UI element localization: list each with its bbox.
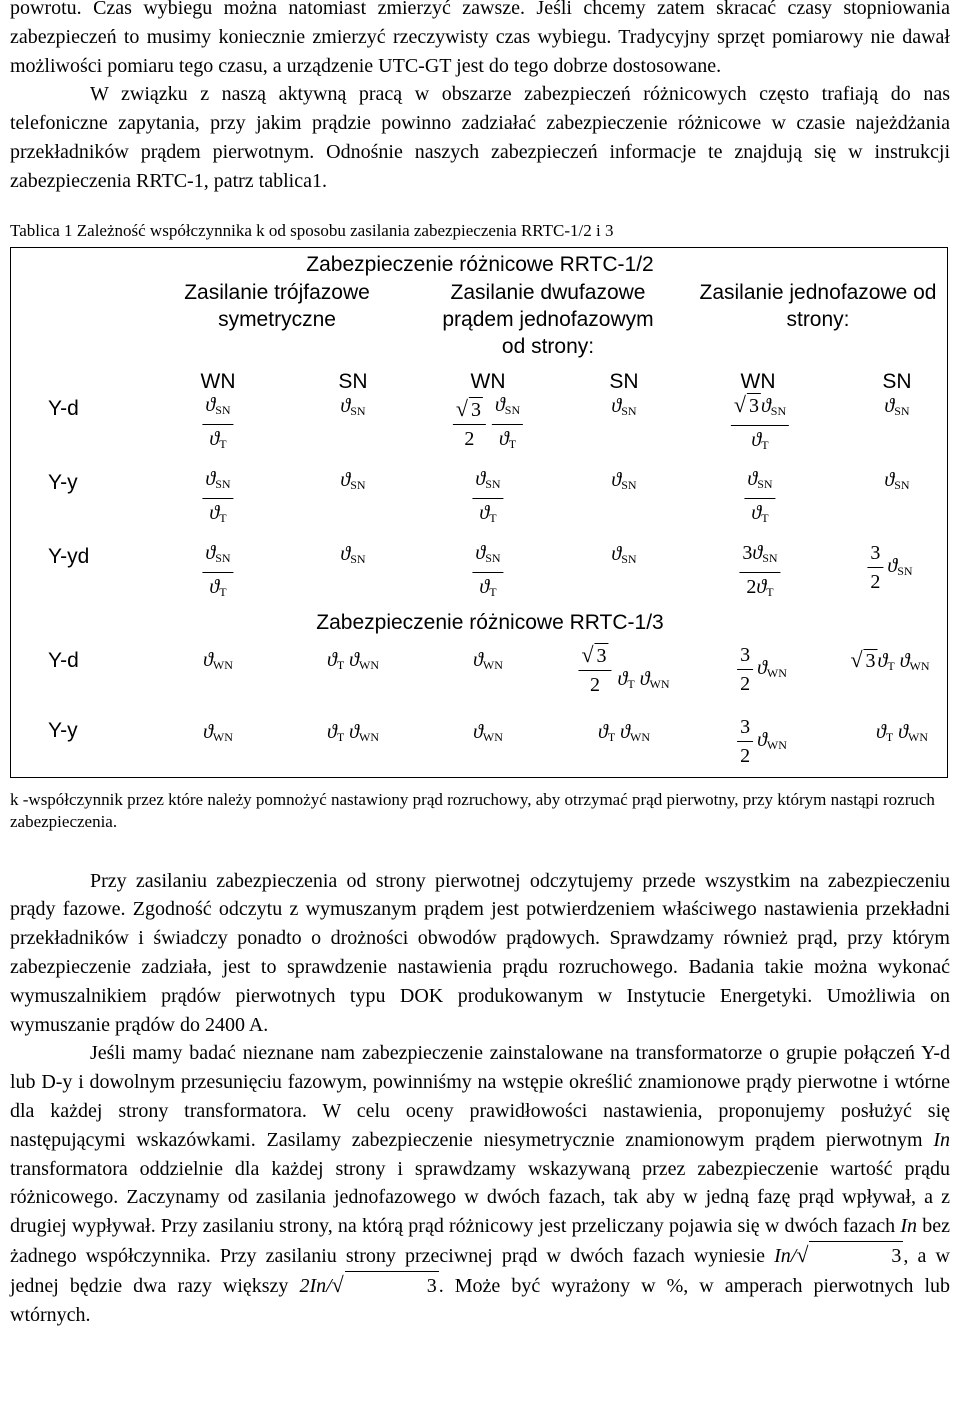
row-label-yy: Y-y xyxy=(48,470,78,494)
coefficient-value: $ϑ_{SN}$ xyxy=(884,468,910,492)
sqrt-three: 3 xyxy=(809,1241,903,1271)
table-caption: Tablica 1 Zależność współczynnika k od sposobu zasilania zabezpieczenia RRTC-1/2 i 3 xyxy=(10,220,614,240)
coefficient-fraction: $ϑ_{SN}$ $ϑ_T$ xyxy=(472,541,503,604)
coefficient-fraction: 3 2 $ϑ_{WN}$ xyxy=(737,643,787,696)
coefficient-value: $ϑ_{SN}$ xyxy=(340,394,366,418)
coefficient-fraction: $3ϑ_{SN}$ $2ϑ_T$ xyxy=(739,541,780,604)
in-symbol: In xyxy=(900,1215,918,1238)
coefficient-value: √ 3 $ϑ_T$ $ϑ_{WN}$ xyxy=(850,646,930,673)
coefficient-fraction: $ϑ_{SN}$ $ϑ_T$ xyxy=(472,467,503,530)
coefficient-fraction: $ϑ_{SN}$ $ϑ_T$ xyxy=(202,467,233,530)
coefficient-fraction: $ϑ_{SN}$ $ϑ_T$ xyxy=(202,541,233,604)
coefficient-value: $ϑ_{WN}$ xyxy=(203,720,233,744)
table-title-rrtc-1-3: Zabezpieczenie różnicowe RRTC-1/3 xyxy=(316,610,664,634)
paragraph-3: Przy zasilaniu zabezpieczenia od strony pierwotnej odczytujemy przede wszystkim na zabezpieczeniu prądy fazowe. Zgodność odczytu z wymuszanym prądem jest potwierdzeniem właściwego nastawienia przekładni przekładników i świadczy ponadto o drożności obwodów prądowych. Sprawdzamy również prąd, przy którym zabezpieczenie zadziała, jest to sprawdzenie nastawienia prądu rozruchowego. Badania takie można wykonać wymuszalnikiem prądów pierwotnych typu DOK produkowanym w Instytucie Energetyki. Umożliwia on wymuszanie prądów do 2400 A. xyxy=(10,869,950,1036)
coefficient-fraction: $ϑ_{SN}$ $ϑ_T$ xyxy=(744,467,775,530)
coefficient-fraction: 3 2 $ϑ_{WN}$ xyxy=(737,715,787,768)
table-note: k -współczynnik przez które należy pomnożyć nastawiony prąd rozruchowy, aby otrzymać prąd pierwotny, przy którym nastąpi rozruch zabezpieczenia. xyxy=(10,789,935,831)
document-page xyxy=(10,0,950,1329)
in-symbol: In xyxy=(933,1128,951,1151)
header-sn: SN xyxy=(882,369,912,393)
table-title-rrtc-1-2: Zabezpieczenie różnicowe RRTC-1/2 xyxy=(306,252,654,276)
row-label-yyd: Y-yd xyxy=(48,544,90,568)
coefficient-value: $ϑ_{SN}$ xyxy=(611,542,637,566)
row-label-yd: Y-d xyxy=(48,648,79,672)
row-label-yd: Y-d xyxy=(48,396,79,420)
coefficient-value: $ϑ_T$ $ϑ_{WN}$ xyxy=(876,720,928,744)
coefficient-fraction: 3 2 $ϑ_{SN}$ xyxy=(867,541,912,594)
row-label-yy: Y-y xyxy=(48,718,78,742)
coefficient-fraction: √ 3 $ϑ_{SN}$ $ϑ_T$ xyxy=(731,393,789,457)
coefficient-value: $ϑ_T$ $ϑ_{WN}$ xyxy=(327,720,379,744)
coefficient-value: $ϑ_{SN}$ xyxy=(884,394,910,418)
coefficient-fraction: √ 3 2 $ϑ_T$ $ϑ_{WN}$ xyxy=(578,643,669,697)
coefficient-table xyxy=(10,247,950,787)
header-two-phase: Zasilanie dwufazowe prądem jednofazowym od strony: xyxy=(442,280,654,358)
coefficient-value: $ϑ_{SN}$ xyxy=(611,394,637,418)
header-sn: SN xyxy=(338,369,368,393)
table-bottom-line xyxy=(10,777,948,778)
coefficient-fraction: $ϑ_{SN}$ $ϑ_T$ xyxy=(202,393,233,456)
coefficient-value: $ϑ_{SN}$ xyxy=(340,468,366,492)
coefficient-value: $ϑ_T$ $ϑ_{WN}$ xyxy=(327,648,379,672)
paragraph-2: W związku z naszą aktywną pracą w obszarze zabezpieczeń różnicowych często trafiają do nas telefoniczne zapytania, przy jakim prądzie powinno zadziałać zabezpieczenie różnicowe w czasie najeżdżania przekładników prądem pierwotnym. Odnośnie naszych zabezpieczeń informacje te znajdują się w instrukcji zabezpieczenia RRTC-1, patrz tablica1. xyxy=(10,83,950,192)
header-three-phase: Zasilanie trójfazowe symetryczne xyxy=(184,280,370,331)
paragraph-1: powrotu. Czas wybiegu można natomiast zmierzyć zawsze. Jeśli chcemy zatem skracać czasy stopniowania zabezpieczeń to musimy koniecznie zmierzyć rzeczywisty czas wybiegu. Tradycyjny sprzęt pomiarowy nie dawał możliwości pomiaru tego czasu, a urządzenie UTC-GT jest do tego dobrze dostosowane. xyxy=(10,0,950,77)
coefficient-value: $ϑ_{WN}$ xyxy=(203,648,233,672)
header-wn: WN xyxy=(740,369,776,393)
header-sn: SN xyxy=(609,369,639,393)
header-one-phase: Zasilanie jednofazowe od strony: xyxy=(699,280,937,331)
coefficient-fraction: √ 3 2 $ϑ_{SN}$ $ϑ_T$ xyxy=(453,393,523,456)
coefficient-value: $ϑ_T$ $ϑ_{WN}$ xyxy=(598,720,650,744)
in-ratio: In/ xyxy=(774,1244,797,1267)
coefficient-value: $ϑ_{SN}$ xyxy=(611,468,637,492)
header-wn: WN xyxy=(200,369,236,393)
coefficient-value: $ϑ_{WN}$ xyxy=(473,648,503,672)
header-wn: WN xyxy=(470,369,506,393)
paragraph-4: Jeśli mamy badać nieznane nam zabezpieczenie zainstalowane na transformatorze o grupie połączeń Y-d lub D-y i dowolnym przesunięciu fazowym, powinniśmy na wstępie określić znamionowe prądy pierwotne i wtórne dla każdej strony transformatora. W celu oceny prawidłowości nastawienia, proponujemy posłużyć się następującymi wskazówkami. Zasilamy zabezpieczenie niesymetrycznie znamionowym prądem pierwotnym In transformatora oddzielnie dla każdej strony i sprawdzamy wskazywaną przez zabezpieczenie wartość prądu różnicowego. Zaczynamy od zasilania jednofazowego w dwóch fazach, tak aby w jedną fazę prąd wpływał, a z drugiej wypływał. Przy zasilaniu strony, na którą prąd różnicowy jest przeliczany pojawia się w dwóch fazach In bez żadnego współczynnika. Przy zasilaniu strony przeciwnej prąd w dwóch fazach wyniesie In/√ 3 , a w jednej będzie dwa razy większy 2In/√ 3 . Może być wyrażony w %, w amperach pierwotnych lub wtórnych. xyxy=(10,1042,951,1326)
coefficient-value: $ϑ_{SN}$ xyxy=(340,542,366,566)
coefficient-value: $ϑ_{WN}$ xyxy=(473,720,503,744)
sqrt-three: 3 xyxy=(345,1271,439,1301)
two-in-ratio: 2In/ xyxy=(299,1274,332,1297)
